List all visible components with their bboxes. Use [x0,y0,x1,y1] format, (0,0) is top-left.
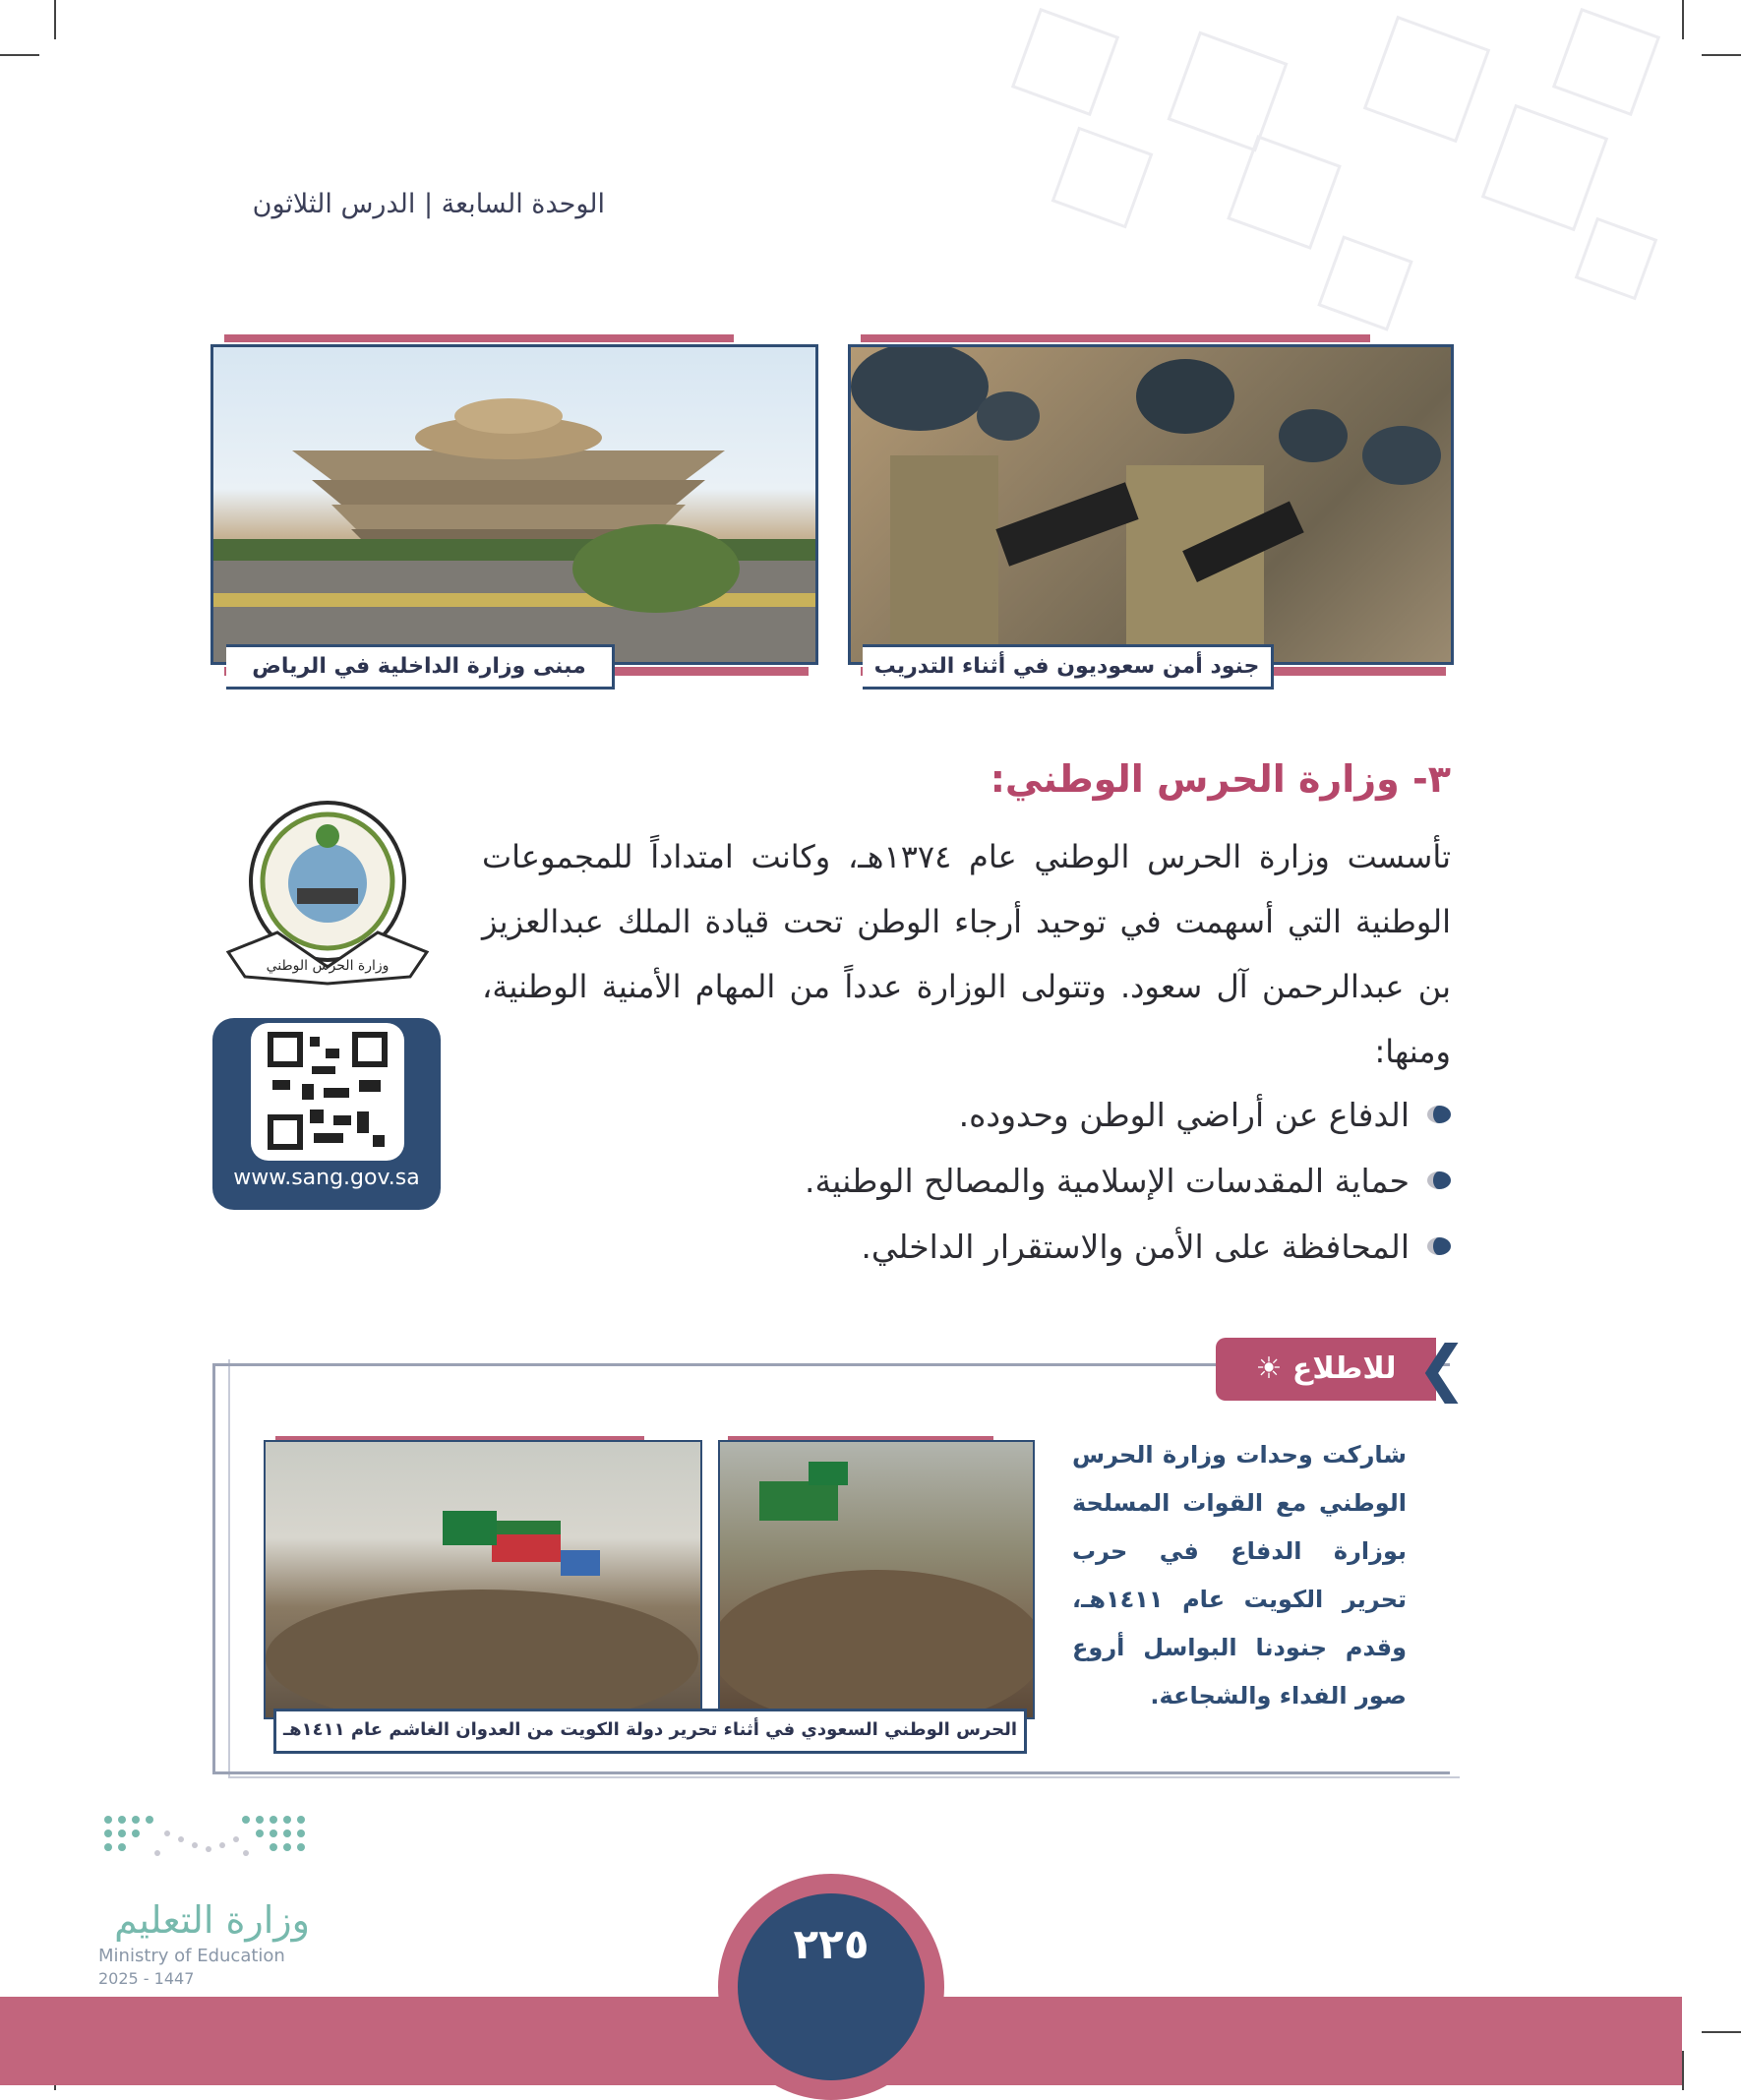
list-item: حماية المقدسات الإسلامية والمصالح الوطنية. [482,1148,1451,1214]
decor-square [1227,135,1342,250]
lesson-label: الدرس الثلاثون [252,189,416,219]
soldiers-illustration [851,347,1451,662]
bullet-icon [1427,1106,1451,1123]
qr-url-link[interactable]: www.sang.gov.sa [233,1166,420,1190]
building-illustration [213,347,815,662]
photo-accent-bar [224,334,734,342]
unit-label: الوحدة السابعة [441,189,605,219]
photo-accent-bar [861,334,1370,342]
info-tag [1216,1338,1436,1401]
chevron-left-icon: ❮ [1416,1332,1468,1404]
page-number: ٢٢٥ [793,1920,870,1968]
decor-square [1051,127,1154,229]
ministry-name-arabic: وزارة التعليم [114,1898,310,1942]
ministry-name-english: Ministry of Education [98,1946,285,1966]
kuwait-liberation-caption: الحرس الوطني السعودي في أثناء تحرير دولة الكويت من العدوان الغاشم عام ١٤١١هـ [273,1709,1027,1754]
emblem-text: وزارة الحرس الوطني [266,958,390,974]
section-title: ٣- وزارة الحرس الوطني: [990,757,1451,801]
qr-code-background [251,1023,404,1161]
edition-year: 2025 - 1447 [98,1969,195,1988]
decor-square [1317,235,1412,330]
bullet-icon [1427,1237,1451,1255]
info-tag-label: للاطلاع [1291,1351,1397,1386]
crop-mark [54,0,56,39]
decor-square [1575,217,1658,301]
bullet-icon [1427,1171,1451,1189]
soldiers-caption: جنود أمن سعوديون في أثناء التدريب [863,644,1274,690]
ministry-building-caption: مبنى وزارة الداخلية في الرياض [226,644,615,690]
decor-square [1011,8,1119,116]
lightbulb-icon: ☀ [1255,1351,1283,1386]
crop-mark [1682,2051,1684,2090]
qr-code-icon [251,1023,404,1161]
decor-square [1363,16,1490,143]
list-item: الدفاع عن أراضي الوطن وحدوده. [482,1082,1451,1148]
header-separator: | [423,189,434,219]
info-text: شاركت وحدات وزارة الحرس الوطني مع القوات المسلحة بوزارة الدفاع في حرب تحرير الكويت عام ١٤١١هـ، وقدم جنودنا البواسل أروع صور الفداء والشجاعة. [1072,1441,1407,1710]
soldiers-training-photo [848,344,1454,665]
ministry-logo-icon [98,1810,315,1889]
tasks-list [482,1082,1451,1280]
crop-mark [0,54,39,56]
crowd-illustration [266,1442,700,1717]
soldiers-flags-illustration [720,1442,1033,1717]
running-header [211,189,605,219]
decor-square [1481,104,1608,231]
kuwait-liberation-photo-left [264,1440,702,1719]
kuwait-liberation-photo-right [718,1440,1035,1719]
decor-square [1552,8,1660,116]
crop-mark [1702,2031,1741,2033]
national-guard-emblem [218,795,437,991]
list-item: المحافظة على الأمن والاستقرار الداخلي. [482,1214,1451,1280]
decor-square [1167,30,1288,151]
crop-mark [1682,0,1684,39]
crop-mark [1702,54,1741,56]
ministry-building-photo [210,344,818,665]
section-paragraph: تأسست وزارة الحرس الوطني عام ١٣٧٤هـ، وكانت امتداداً للمجموعات الوطنية التي أسهمت في توحيد أرجاء الوطن تحت قيادة الملك عبدالعزيز بن عبدالرحمن آل سعود. وتتولى الوزارة عدداً من المهام الأمنية الوطنية، ومنها: [482,838,1452,1070]
